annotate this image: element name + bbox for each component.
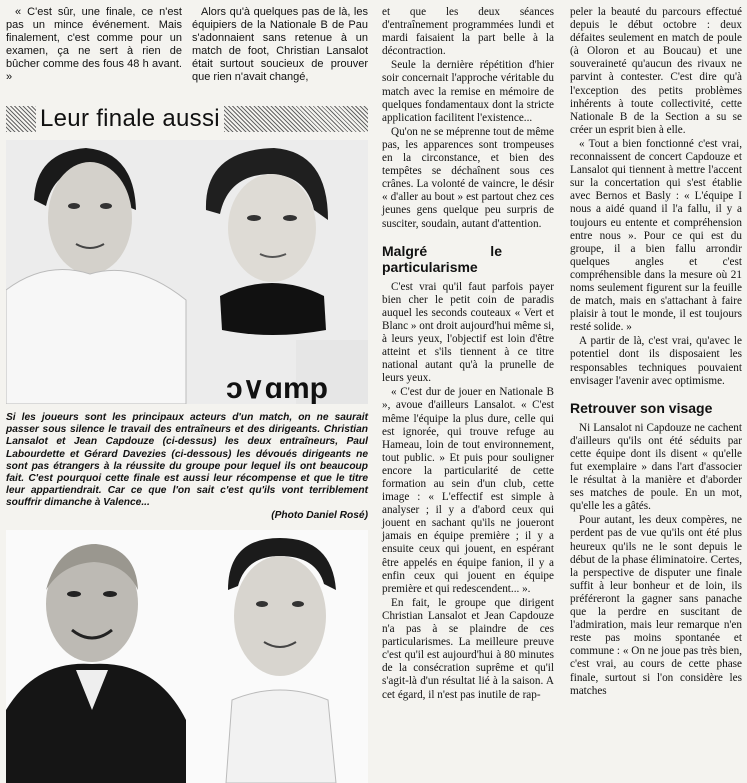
col4-paragraph-5: Pour autant, les deux compères, ne perdent pas de vue qu'ils ont été plus heureux qu'ils ne le sont depuis le début de la phase éliminatoire. Certes, la perspective de disputer une finale suffit à leur bonheur et de loin, ils préféreront la gagner sans panache que la perdre en suscitant de l'admiration, mais leur remarque n'en reste pas moins spontanée et commune : « On ne joue pas très bien, c'est vrai, au cours de cette phase finale, surtout si l'on considère les matches bbox=[570, 514, 742, 697]
portrait-left-shirt bbox=[6, 270, 186, 404]
hatch-ornament-left bbox=[6, 106, 36, 132]
portrait-bottom-right-face bbox=[234, 556, 326, 676]
photo-caption bbox=[6, 412, 368, 522]
col4-paragraph-1: peler la beauté du parcours effectué depuis le début octobre : deux défaites seulement en match de poule (à Oloron et au Boucau) et une souveraineté qu'aucun des rivaux ne parvint à contester. C'est dire qu'à l'exception des petits problèmes inhérents à toute collectivité, cette Nationale B de la Section a su se créer un esprit bien à elle. bbox=[570, 6, 742, 136]
intro-column-2 bbox=[192, 6, 368, 85]
col3-paragraph-2: Seule la dernière répétition d'hier soir concernait l'approche véritable du match avec la remise en mémoire de quelques fondamentaux dont la stricte application facilitent l'existence... bbox=[382, 59, 554, 124]
shirt-lettering: ɔ∨ɑmp bbox=[226, 372, 328, 404]
photo-credit: (Photo Daniel Rosé) bbox=[271, 509, 368, 521]
col3-paragraph-5: « C'est dur de jouer en Nationale B », avoue d'ailleurs Lansalot. « C'est même l'équipe la plus dure, celle qui est ignorée, qui trouve refuge au Hameau, loin de tout environnement, tout public. » Et puis pour souligner encore la particularité de cette formation au sein d'un club, cette image : « L'effectif est simple à analyser ; il y a d'abord ceux qui jouent en sachant qu'ils ne joueront jamais en équipe première ; il y a ensuite ceux qui jouent, en espérant être appelés en équipe fanion, il y a enfin ceux qui jouent en équipe première et qui redescendent... ». bbox=[382, 386, 554, 595]
col3-paragraph-1: et que les deux séances d'entraînement programmées lundi et mardi faisaient la part belle à la décontraction. bbox=[382, 6, 554, 58]
intro-paragraph-1: « C'est sûr, une finale, ce n'est pas un mince événement. Mais finalement, c'est comme pour un examen, ça ne sert à rien de bûcher comme des fous 48 h avant. » bbox=[6, 6, 182, 84]
col3-paragraph-3: Qu'on ne se méprenne tout de même pas, les apparences sont trompeuses en la circonstance, et bien des tempêtes se déchaînent sous ces crânes. La volonté de vaincre, le désir « d'aller au bout » est partout chez ces jeunes gens quelque peu surpris de susciter, soudain, autant d'attention. bbox=[382, 125, 554, 230]
col3-paragraph-6: En fait, le groupe que dirigent Christian Lansalot et Jean Capdouze n'a pas à se plaindre de ces particularismes. La meilleure preuve c'est qu'il est aujourd'hui à 80 minutes de la consécration suprême et qu'il s'agit-là d'un résultat lié à la saison. A cet égard, il n'est pas inutile de rap- bbox=[382, 596, 554, 701]
portrait-bottom-right-shirt bbox=[226, 690, 336, 783]
box-title: Leur finale aussi bbox=[40, 105, 220, 132]
intro-paragraph-2: Alors qu'à quelques pas de là, les équipiers de la Nationale B de Pau s'adonnaient sans retenue à un match de foot, Christian Lansalot était surtout soucieux de prouver que rien n'avait changé, bbox=[192, 6, 368, 84]
box-title-bar bbox=[6, 103, 368, 135]
col4-paragraph-2: « Tout a bien fonctionné c'est vrai, reconnaissent de concert Capdouze et Lansalot qui tiennent à mettre l'accent sur la concertation qui s'est établie avec Bernos et Basly : « L'équipe I nous a aidé quand il l'a fallu, il y a toujours eu entente et compréhension entre nous ». Pour ce qui est du groupe, il a bien fallu arrondir quelques angles et c'est compréhensible dans la mesure où 21 noms seulement figurent sur la feuille de match, mais en s'attachant à faire plaisir à tout le monde, il est toujours resté solide. » bbox=[570, 137, 742, 334]
bottom-photo-labourdette-davezies bbox=[6, 530, 368, 783]
col3-paragraph-4: C'est vrai qu'il faut parfois payer bien cher le petit coin de paradis auquel les seconds couteaux « Vert et Blanc » ont droit aujourd'hui même si, à leurs yeux, l'objectif est loin d'être atteint et s'ils tiennent à ce titre national autant qu'à la prunelle de leurs yeux. bbox=[382, 280, 554, 385]
portrait-right-face bbox=[228, 174, 316, 282]
article-column-4 bbox=[570, 6, 742, 698]
hatch-ornament-right bbox=[224, 106, 368, 132]
subheading-malgre-particularisme: Malgré le particularisme bbox=[382, 242, 502, 275]
portrait-right-sweater bbox=[220, 283, 326, 335]
bottom-photo-svg bbox=[6, 530, 368, 783]
portrait-left-face bbox=[48, 162, 132, 274]
col4-paragraph-4: Ni Lansalot ni Capdouze ne cachent d'ailleurs qu'ils ont été séduits par cette équipe dont ils disent « qu'elle fut exemplaire » dans l'art d'associer le résultat à la manière et d'aborder ses matches de poule. En un mot, qu'elle les a gâtés. bbox=[570, 421, 742, 513]
col4-paragraph-3: A partir de là, c'est vrai, qu'avec le potentiel dont ils disposaient les responsables techniques pouvaient envisager l'avenir avec optimisme. bbox=[570, 335, 742, 387]
top-photo-svg bbox=[6, 140, 368, 404]
article-column-3 bbox=[382, 6, 554, 702]
top-photo-lansalot-capdouze bbox=[6, 140, 368, 404]
subheading-retrouver-son-visage: Retrouver son visage bbox=[570, 399, 713, 416]
intro-column-1 bbox=[6, 6, 182, 85]
caption-text: Si les joueurs sont les principaux acteurs d'un match, on ne saurait passer sous silence le travail des entraîneurs et des dirigeants. Christian Lansalot et Jean Capdouze (ci-dessus) les deux entraîneurs, Paul Labourdette et Gérard Davezies (ci-dessous) les dévoués dirigeants ne sont pas étrangers à la réussite du groupe pour lequel ils ont beaucoup fait. C'est pourquoi cette finale est aussi leur récompense et que le titre leur appartiendrait. Car ce que l'on sait c'est qu'ils vont terriblement souffrir dimanche à Valence... bbox=[6, 412, 368, 509]
